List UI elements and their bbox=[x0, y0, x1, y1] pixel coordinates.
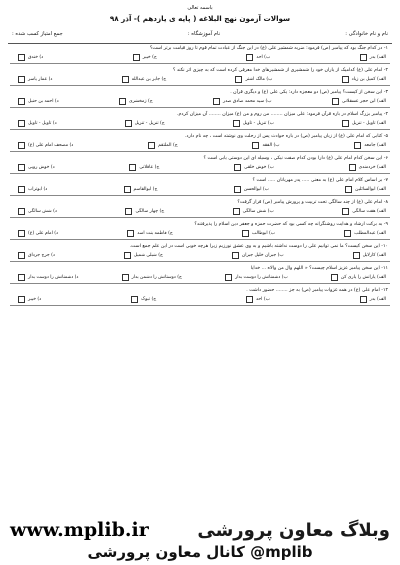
answer-options bbox=[8, 53, 392, 62]
question-divider bbox=[10, 305, 390, 306]
answer-checkbox[interactable] bbox=[252, 142, 259, 149]
answer-option[interactable] bbox=[125, 119, 165, 128]
answer-option[interactable] bbox=[344, 229, 386, 238]
question-text: ۲- امام علی (ع) کدامیک از یاران خود را شمشیری از شمشیرهای خدا معرفی کرده است که به چیزی اثر نکند ؟ bbox=[172, 68, 388, 73]
question-divider bbox=[10, 173, 390, 174]
answer-checkbox[interactable] bbox=[18, 54, 25, 61]
answer-option[interactable] bbox=[18, 273, 78, 282]
answer-option[interactable] bbox=[342, 75, 386, 84]
question-divider bbox=[10, 283, 390, 284]
answer-checkbox[interactable] bbox=[122, 274, 129, 281]
answer-option-label: ب) الفقه bbox=[262, 143, 280, 148]
answer-option-label: الف) بدر bbox=[369, 55, 386, 60]
answer-checkbox[interactable] bbox=[119, 98, 126, 105]
answer-options bbox=[8, 273, 392, 282]
answer-option-label: الف) عبدالمطلب bbox=[354, 231, 386, 236]
answer-options bbox=[8, 295, 392, 304]
answer-options bbox=[8, 119, 392, 128]
answer-option-label: د) خندق bbox=[28, 55, 44, 60]
answer-option[interactable] bbox=[360, 295, 386, 304]
answer-checkbox[interactable] bbox=[353, 252, 360, 259]
answer-options bbox=[8, 185, 392, 194]
answer-checkbox[interactable] bbox=[18, 252, 25, 259]
answer-checkbox[interactable] bbox=[331, 274, 338, 281]
answer-option-label: د) جرج جرداق bbox=[28, 253, 55, 258]
answer-option-label: الف) هفت سالگی bbox=[352, 209, 386, 214]
answer-option-label: الف) یارانش را یاری کن bbox=[340, 275, 386, 280]
answer-option[interactable] bbox=[232, 251, 284, 260]
answer-option-label: ج) زمخشری bbox=[129, 99, 153, 104]
question-text: ۸- امام علی (ع) از چند سالگی تحت تربیت و پرورش پیامبر (ص) قرار گرفت؟ bbox=[237, 200, 388, 205]
answer-option-label: ب) تنزیل - تاویل bbox=[242, 121, 274, 126]
school-field-label: نام آموزشگاه : bbox=[187, 31, 221, 37]
answer-option[interactable] bbox=[18, 141, 73, 150]
answer-checkbox[interactable] bbox=[345, 186, 352, 193]
answer-checkbox[interactable] bbox=[332, 98, 339, 105]
question-divider bbox=[10, 151, 390, 152]
answer-checkbox[interactable] bbox=[342, 208, 349, 215]
answer-checkbox[interactable] bbox=[148, 142, 155, 149]
question-text: ۱۱- این سخن پیامبر عزیز اسلام چیست؟ « اللهم وال من والاه ... خدایا bbox=[250, 266, 388, 271]
answer-option[interactable] bbox=[342, 119, 386, 128]
answer-option-label: الف) جامعه bbox=[364, 143, 386, 148]
answer-option[interactable] bbox=[131, 295, 156, 304]
answer-option-label: الف) خردمندی bbox=[358, 165, 386, 170]
answer-option-label: د) امام علی (ع) bbox=[28, 231, 59, 236]
answer-option[interactable] bbox=[18, 229, 58, 238]
answer-option-label: ب) شش سالگی bbox=[242, 209, 274, 214]
answer-option[interactable] bbox=[349, 163, 386, 172]
answer-options bbox=[8, 229, 392, 238]
answer-checkbox[interactable] bbox=[18, 98, 25, 105]
basmala: باسمه تعالی bbox=[187, 5, 213, 11]
answer-checkbox[interactable] bbox=[360, 54, 367, 61]
answer-option[interactable] bbox=[331, 273, 386, 282]
answer-option[interactable] bbox=[124, 251, 163, 260]
answer-option[interactable] bbox=[124, 185, 158, 194]
answer-option[interactable] bbox=[246, 295, 270, 304]
answer-option-label: د) احمد بن حنبل bbox=[28, 99, 59, 104]
watermark-channel: کانال معاون پرورشی @mplib bbox=[87, 543, 313, 561]
answer-option-label: الف) کمیل بن زیاد bbox=[351, 77, 386, 82]
question-text: ۳- این سخن از کیست؟ پیامبر (ص) دو معجزه دارد: یکی علی (ع) و دیگری قرآن . bbox=[230, 90, 388, 95]
question-text: ۱۰- این سخن کیست؟ ما نمی توانیم علی را دوست نداشته باشیم و به وی عشق نورزیم زیرا هرچه خوبی است در این علم جمع است. bbox=[129, 244, 388, 249]
answer-option-label: الف) تاویل - تنزیل bbox=[351, 121, 386, 126]
name-field-label: نام و نام خانوادگی : bbox=[345, 31, 388, 37]
answer-option[interactable] bbox=[18, 295, 41, 304]
answer-option[interactable] bbox=[148, 141, 177, 150]
answer-option-label: ب) خوش خلقی bbox=[244, 165, 274, 170]
answer-checkbox[interactable] bbox=[232, 252, 239, 259]
answer-option[interactable] bbox=[235, 75, 272, 84]
answer-option-label: ج) تبوک bbox=[141, 297, 157, 302]
answer-option[interactable] bbox=[233, 119, 274, 128]
answer-checkbox[interactable] bbox=[354, 142, 361, 149]
answer-option-label: د) عمار یاسر bbox=[28, 77, 53, 82]
answer-checkbox[interactable] bbox=[233, 120, 240, 127]
answer-checkbox[interactable] bbox=[342, 76, 349, 83]
question-divider bbox=[10, 63, 390, 64]
answer-checkbox[interactable] bbox=[18, 274, 25, 281]
answer-option-label: ج) تنزیل - تنزیل bbox=[134, 121, 165, 126]
question-text: ۹- به برکت ارشاد و هدایت روشنگرانه چه کسی بود که حضرت حمزه و جعفر دین اسلام را پذیرفتند؟ bbox=[194, 222, 388, 227]
answer-checkbox[interactable] bbox=[122, 76, 129, 83]
answer-option[interactable] bbox=[345, 185, 386, 194]
score-field-label: جمع امتیاز کسب شده : bbox=[12, 31, 63, 37]
answer-checkbox[interactable] bbox=[344, 230, 351, 237]
answer-checkbox[interactable] bbox=[233, 208, 240, 215]
question-divider bbox=[10, 261, 390, 262]
answer-option-label: د) خیبر bbox=[28, 297, 42, 302]
answer-option[interactable] bbox=[342, 207, 386, 216]
answer-option-label: د) ابوتراب bbox=[28, 187, 48, 192]
question-divider bbox=[10, 85, 390, 86]
answer-checkbox[interactable] bbox=[342, 120, 349, 127]
answer-option-label: ب) احد bbox=[256, 297, 270, 302]
answer-checkbox[interactable] bbox=[124, 252, 131, 259]
watermark-blog: وبلاگ معاون پرورشی bbox=[197, 520, 390, 541]
answer-option-label: ج) الملتقم bbox=[158, 143, 178, 148]
answer-checkbox[interactable] bbox=[235, 76, 242, 83]
answer-option[interactable] bbox=[252, 141, 279, 150]
answer-option[interactable] bbox=[18, 53, 43, 62]
answer-checkbox[interactable] bbox=[127, 230, 134, 237]
question-list bbox=[8, 44, 392, 306]
question-divider bbox=[10, 107, 390, 108]
answer-checkbox[interactable] bbox=[234, 164, 241, 171]
answer-option-label: د) دشمنانش را دوست بدار bbox=[28, 275, 79, 280]
answer-option[interactable] bbox=[18, 119, 57, 128]
answer-option-label: ب) احد bbox=[256, 55, 271, 60]
answer-option[interactable] bbox=[332, 97, 386, 106]
answer-option-label: ج) عاقلانی bbox=[139, 165, 160, 170]
answer-checkbox[interactable] bbox=[133, 54, 140, 61]
question-divider bbox=[10, 239, 390, 240]
answer-checkbox[interactable] bbox=[225, 274, 232, 281]
answer-option-label: ج) جابر بن عبدالله bbox=[131, 77, 167, 82]
answer-option[interactable] bbox=[242, 229, 275, 238]
answer-option[interactable] bbox=[125, 207, 164, 216]
answer-option-label: ب) ابوالحسن bbox=[243, 187, 269, 192]
answer-option[interactable] bbox=[353, 251, 386, 260]
answer-option-label: د) مصحف امام علی (ع) bbox=[28, 143, 74, 148]
answer-checkbox[interactable] bbox=[242, 230, 249, 237]
question-text: ۱- در کدام جنگ بود که پیامبر (ص) فرمود: ضربه شمشیر علی (ع) در این جنگ از عبادت تمام قوم تا روز قیامت برتر است؟ bbox=[149, 46, 388, 51]
question-divider bbox=[10, 129, 390, 130]
answer-checkbox[interactable] bbox=[129, 164, 136, 171]
question-text: ۷- بر اساس کلام امام علی (ع) به معنی ..... پدر مهربانان ..... است ؟ bbox=[252, 178, 388, 183]
answer-checkbox[interactable] bbox=[246, 54, 253, 61]
answer-option[interactable] bbox=[18, 251, 55, 260]
answer-option-label: ج) فاطمه بنت اسد bbox=[137, 231, 173, 236]
answer-option-label: ج) شبلی شمیل bbox=[133, 253, 163, 258]
answer-option[interactable] bbox=[225, 273, 288, 282]
answer-option[interactable] bbox=[18, 75, 52, 84]
answer-option-label: ب) دشمنانش را دوست بدار bbox=[235, 275, 288, 280]
answer-checkbox[interactable] bbox=[124, 186, 131, 193]
answer-option[interactable] bbox=[360, 53, 386, 62]
answer-checkbox[interactable] bbox=[125, 208, 132, 215]
answer-option[interactable] bbox=[233, 207, 274, 216]
question-text: ۱۲- امام علی (ع) در همه غزوات پیامبر (ص) به جز ........ حضور داشت . bbox=[246, 288, 388, 293]
answer-checkbox[interactable] bbox=[360, 296, 367, 303]
question-text: ۶- این سخن کدام امام علی (ع) دارا بودن کدام صفت نیکی ، وسیله ای این دوستی یابی است ؟ bbox=[203, 156, 388, 161]
answer-option-label: ب) جبران خلیل جبران bbox=[241, 253, 284, 258]
answer-option-label: د) شش سالگی bbox=[28, 209, 57, 214]
answer-option-label: ب) سید محمد صادق صدر bbox=[223, 99, 272, 104]
exam-title: سوالات آزمون نهج البلاغه ( پایه ی یازدهم )- آذر ۹۸ bbox=[109, 14, 291, 23]
answer-checkbox[interactable] bbox=[18, 76, 25, 83]
watermark-row bbox=[0, 519, 400, 541]
answer-option-label: ب) ابوطالب bbox=[252, 231, 276, 236]
question-divider bbox=[10, 195, 390, 196]
answer-checkbox[interactable] bbox=[18, 208, 25, 215]
answer-checkbox[interactable] bbox=[18, 186, 25, 193]
question-text: ۴- پیامبر بزرگ اسلام در باره قرآن فرمود: علی میزان ........ من روم و من (ع) میزان ........ آن میزان کردم. bbox=[177, 112, 388, 117]
answer-checkbox[interactable] bbox=[18, 230, 25, 237]
answer-option[interactable] bbox=[246, 53, 270, 62]
question-text: ۵- کتابی که امام علی (ع) از زبان پیامبر (ص) در باره حوادث پس از رحلت وی نوشته است ، چه نام دارد. bbox=[184, 134, 388, 139]
answer-option-label: الف) بدر bbox=[369, 297, 386, 302]
answer-checkbox[interactable] bbox=[125, 120, 132, 127]
answer-checkbox[interactable] bbox=[349, 164, 356, 171]
answer-option-label: الف) ابوالسائلین bbox=[355, 187, 386, 192]
answer-checkbox[interactable] bbox=[18, 164, 25, 171]
answer-option[interactable] bbox=[354, 141, 386, 150]
answer-checkbox[interactable] bbox=[213, 98, 220, 105]
student-info-header bbox=[8, 25, 392, 44]
answer-options bbox=[8, 141, 392, 150]
answer-option[interactable] bbox=[213, 97, 272, 106]
answer-option[interactable] bbox=[119, 97, 153, 106]
answer-option[interactable] bbox=[18, 97, 59, 106]
answer-option-label: ج) خیبر bbox=[142, 55, 157, 60]
answer-options bbox=[8, 207, 392, 216]
answer-option-label: الف) ابن حجر عسقلانی bbox=[341, 99, 386, 104]
answer-checkbox[interactable] bbox=[18, 142, 25, 149]
answer-option[interactable] bbox=[129, 163, 159, 172]
answer-option[interactable] bbox=[133, 53, 157, 62]
answer-option[interactable] bbox=[122, 273, 182, 282]
answer-checkbox[interactable] bbox=[18, 296, 25, 303]
answer-option[interactable] bbox=[122, 75, 166, 84]
answer-option-label: ج) دوستانش را دشمن بدار bbox=[131, 275, 182, 280]
answer-option[interactable] bbox=[234, 163, 274, 172]
answer-option[interactable] bbox=[18, 207, 57, 216]
answer-option-label: ج) چهار سالگی bbox=[135, 209, 165, 214]
answer-option[interactable] bbox=[18, 163, 55, 172]
answer-option[interactable] bbox=[127, 229, 172, 238]
answer-option-label: الف) کارلایل bbox=[362, 253, 386, 258]
answer-option-label: ج) ابوالقاسم bbox=[133, 187, 158, 192]
answer-checkbox[interactable] bbox=[18, 120, 25, 127]
answer-option[interactable] bbox=[18, 185, 47, 194]
answer-option[interactable] bbox=[234, 185, 269, 194]
answer-options bbox=[8, 75, 392, 84]
answer-option-label: ب) مالک اشتر bbox=[245, 77, 273, 82]
question-divider bbox=[10, 217, 390, 218]
answer-checkbox[interactable] bbox=[234, 186, 241, 193]
answer-option-label: د) تاویل - تاویل bbox=[28, 121, 57, 126]
answer-option-label: د) خوش رویی bbox=[28, 165, 55, 170]
answer-checkbox[interactable] bbox=[246, 296, 253, 303]
answer-options bbox=[8, 97, 392, 106]
exam-page bbox=[8, 4, 392, 559]
answer-options bbox=[8, 163, 392, 172]
answer-options bbox=[8, 251, 392, 260]
watermark-url: www.mplib.ir bbox=[10, 519, 149, 541]
answer-checkbox[interactable] bbox=[131, 296, 138, 303]
